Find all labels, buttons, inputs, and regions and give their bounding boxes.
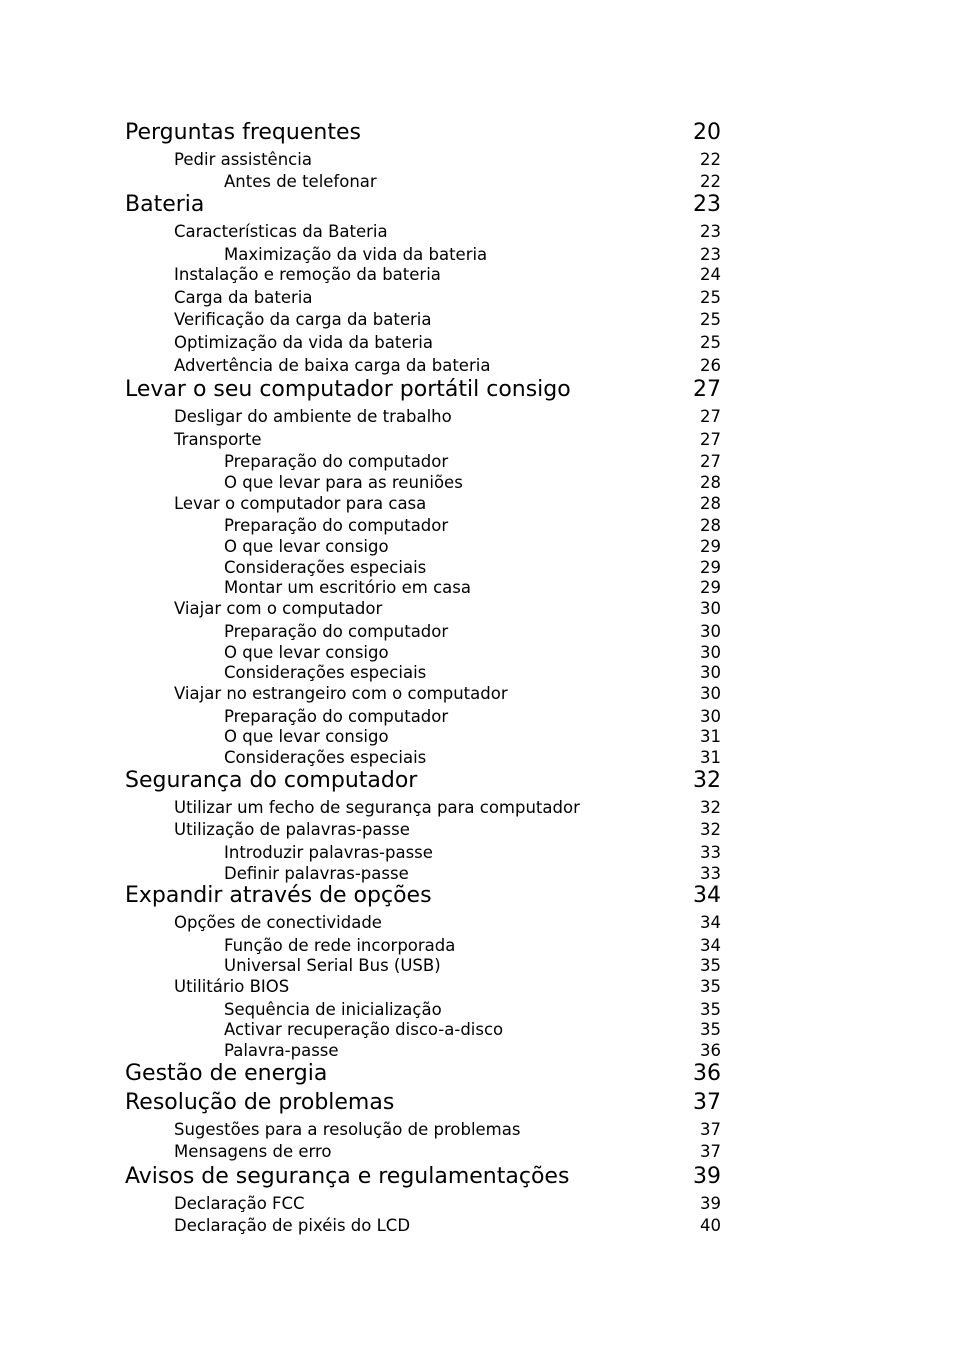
toc-entry-title: Transporte — [174, 429, 262, 449]
toc-entry-page-number: 35 — [700, 955, 721, 975]
toc-entry-title: Avisos de segurança e regulamentações — [125, 1164, 570, 1189]
toc-entry-title: Considerações especiais — [224, 557, 427, 577]
toc-entry-page-number: 28 — [700, 515, 721, 535]
toc-entry-title: Levar o seu computador portátil consigo — [125, 377, 571, 402]
toc-entry-page-number: 36 — [693, 1061, 721, 1086]
toc-entry-page-number: 30 — [700, 706, 721, 726]
toc-entry-page-number: 23 — [700, 221, 721, 241]
toc-entry-page-number: 40 — [700, 1215, 721, 1235]
toc-entry-page-number: 31 — [700, 726, 721, 746]
toc-entry-page-number: 28 — [700, 493, 721, 513]
toc-entry-page-number: 32 — [700, 819, 721, 839]
toc-entry-title: Expandir através de opções — [125, 883, 432, 908]
toc-entry-title: Palavra-passe — [224, 1040, 339, 1060]
toc-entry-page-number: 37 — [693, 1090, 721, 1115]
toc-entry-title: Gestão de energia — [125, 1061, 328, 1086]
toc-entry-page-number: 32 — [693, 768, 721, 793]
toc-entry-title: O que levar para as reuniões — [224, 472, 463, 492]
toc-entry-page-number: 34 — [693, 883, 721, 908]
toc-entry-page-number: 34 — [700, 912, 721, 932]
toc-entry-page-number: 30 — [700, 598, 721, 618]
toc-entry-title: Desligar do ambiente de trabalho — [174, 406, 452, 426]
toc-entry-title: Função de rede incorporada — [224, 935, 456, 955]
toc-entry-page-number: 22 — [700, 171, 721, 191]
toc-entry-page-number: 32 — [700, 797, 721, 817]
toc-entry-title: Definir palavras-passe — [224, 863, 409, 883]
toc-entry-page-number: 24 — [700, 264, 721, 284]
toc-entry-page-number: 27 — [693, 377, 721, 402]
toc-entry-title: Considerações especiais — [224, 662, 427, 682]
toc-entry-title: Maximização da vida da bateria — [224, 244, 488, 264]
toc-entry-title: Perguntas frequentes — [125, 120, 361, 145]
toc-entry-page-number: 26 — [700, 355, 721, 375]
toc-entry-page-number: 34 — [700, 935, 721, 955]
toc-entry-page-number: 30 — [700, 621, 721, 641]
toc-entry-title: Declaração de pixéis do LCD — [174, 1215, 411, 1235]
toc-entry-page-number: 33 — [700, 842, 721, 862]
toc-entry-title: Advertência de baixa carga da bateria — [174, 355, 491, 375]
toc-entry-page-number: 33 — [700, 863, 721, 883]
toc-entry-title: Universal Serial Bus (USB) — [224, 955, 441, 975]
toc-entry-title: Levar o computador para casa — [174, 493, 427, 513]
toc-entry-title: O que levar consigo — [224, 536, 389, 556]
toc-entry-page-number: 29 — [700, 577, 721, 597]
toc-entry-title: Optimização da vida da bateria — [174, 332, 433, 352]
toc-entry-title: Activar recuperação disco-a-disco — [224, 1019, 504, 1039]
toc-entry-title: Utilizar um fecho de segurança para computador — [174, 797, 580, 817]
toc-entry-page-number: 35 — [700, 999, 721, 1019]
toc-entry-page-number: 28 — [700, 472, 721, 492]
toc-entry-page-number: 27 — [700, 451, 721, 471]
toc-entry-title: O que levar consigo — [224, 642, 389, 662]
toc-entry-title: Antes de telefonar — [224, 171, 377, 191]
toc-entry-page-number: 27 — [700, 406, 721, 426]
toc-entry-title: Viajar no estrangeiro com o computador — [174, 683, 508, 703]
toc-entry-title: Preparação do computador — [224, 706, 449, 726]
toc-entry-title: Montar um escritório em casa — [224, 577, 471, 597]
toc-entry-title: Verificação da carga da bateria — [174, 309, 432, 329]
toc-entry-title: Instalação e remoção da bateria — [174, 264, 441, 284]
toc-entry-title: Características da Bateria — [174, 221, 388, 241]
toc-entry-page-number: 37 — [700, 1141, 721, 1161]
toc-entry-title: Utilitário BIOS — [174, 976, 290, 996]
toc-entry-page-number: 30 — [700, 683, 721, 703]
toc-entry-title: O que levar consigo — [224, 726, 389, 746]
toc-entry-page-number: 39 — [700, 1193, 721, 1213]
toc-entry-page-number: 20 — [693, 120, 721, 145]
toc-entry-title: Considerações especiais — [224, 747, 427, 767]
toc-entry-title: Mensagens de erro — [174, 1141, 332, 1161]
toc-entry-page-number: 22 — [700, 149, 721, 169]
toc-entry-page-number: 27 — [700, 429, 721, 449]
toc-entry-title: Segurança do computador — [125, 768, 418, 793]
toc-entry-title: Utilização de palavras-passe — [174, 819, 410, 839]
toc-entry-page-number: 23 — [700, 244, 721, 264]
toc-entry-title: Pedir assistência — [174, 149, 312, 169]
toc-entry-page-number: 39 — [693, 1164, 721, 1189]
toc-entry-page-number: 35 — [700, 976, 721, 996]
toc-entry-page-number: 30 — [700, 642, 721, 662]
toc-entry-page-number: 25 — [700, 332, 721, 352]
toc-entry-title: Preparação do computador — [224, 621, 449, 641]
toc-entry-title: Preparação do computador — [224, 451, 449, 471]
toc-entry-title: Resolução de problemas — [125, 1090, 395, 1115]
toc-entry-page-number: 29 — [700, 557, 721, 577]
toc-entry-title: Sequência de inicialização — [224, 999, 442, 1019]
toc-entry-page-number: 31 — [700, 747, 721, 767]
toc-entry-title: Introduzir palavras-passe — [224, 842, 433, 862]
toc-entry-title: Carga da bateria — [174, 287, 313, 307]
toc-entry-page-number: 36 — [700, 1040, 721, 1060]
toc-entry-title: Viajar com o computador — [174, 598, 383, 618]
toc-entry-title: Opções de conectividade — [174, 912, 382, 932]
toc-entry-title: Bateria — [125, 192, 205, 217]
toc-entry-page-number: 25 — [700, 309, 721, 329]
toc-entry-title: Sugestões para a resolução de problemas — [174, 1119, 521, 1139]
toc-entry-title: Declaração FCC — [174, 1193, 305, 1213]
toc-entry-page-number: 35 — [700, 1019, 721, 1039]
toc-entry-page-number: 37 — [700, 1119, 721, 1139]
toc-entry-title: Preparação do computador — [224, 515, 449, 535]
toc-entry-page-number: 23 — [693, 192, 721, 217]
toc-entry-page-number: 29 — [700, 536, 721, 556]
toc-entry-page-number: 30 — [700, 662, 721, 682]
toc-entry-page-number: 25 — [700, 287, 721, 307]
